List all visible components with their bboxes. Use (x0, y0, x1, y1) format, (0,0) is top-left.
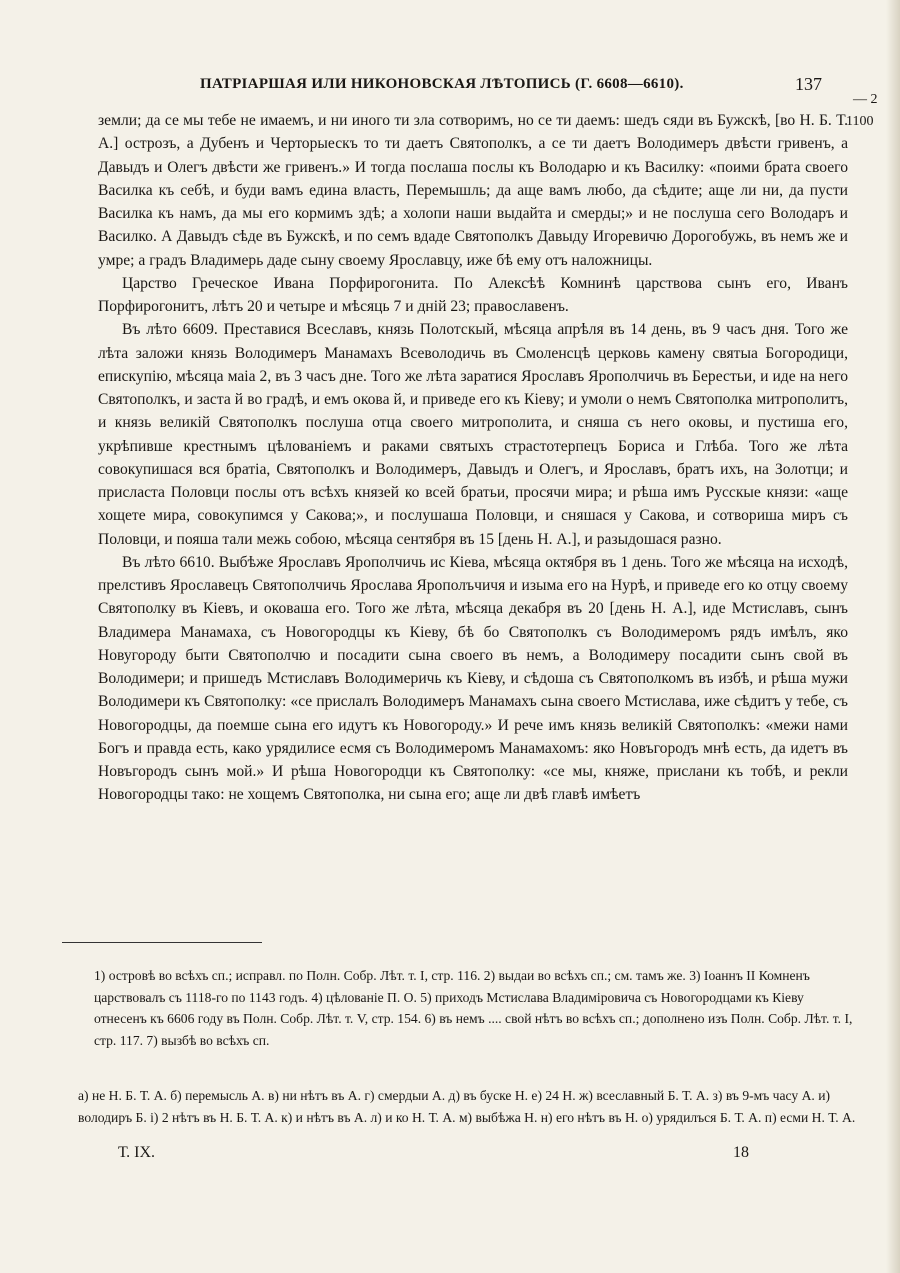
textual-variants: а) не Н. Б. Т. А. б) перемысль А. в) ни нѣтъ въ А. г) смердыи А. д) въ буске Н. е) 24 Н. ж) всеславный Б. Т. А. з) въ 9-мъ часу А. и) володиръ Б. і) 2 нѣтъ въ Н. Б. Т. А. к) и нѣтъ въ А. л) и ко Н. Т. А. м) выбѣжа Н. н) его нѣтъ въ Н. о) урядилъся Б. Т. А. п) есми Н. Т. А. (78, 1088, 856, 1125)
paragraph: Царство Греческое Ивана Порфирогонита. По Алексѣѣ Комнинѣ царствова сынъ его, Иванъ Порфирогонитъ, лѣтъ 20 и четыре и мѣсяць 7 и дній 23; православенъ. (98, 274, 848, 315)
volume-number: Т. IX. (118, 1144, 156, 1161)
running-header (100, 76, 850, 100)
footnote-divider (62, 942, 262, 943)
footnote-block: 1) островѣ во всѣхъ сп.; исправл. по Полн. Собр. Лѣт. т. I, стр. 116. 2) выдаи во всѣхъ сп.; см. тамъ же. 3) Іоаннъ II Комненъ царствовалъ съ 1118-го по 1143 годъ. 4) цѣлованіе П. О. 5) приходъ Мстислава Владиміровича съ Новогородцами къ Кіеву отнесенъ къ 6606 году въ Полн. Собр. Лѣт. т. V, стр. 154. 6) въ немъ .... свой нѣтъ во всѣхъ сп.; дополнено изъ Полн. Собр. Лѣт. т. I, стр. 117. 7) вызбѣ во всѣхъ сп. (94, 968, 853, 1048)
paragraph: земли; да се мы тебе не имаемъ, и ни иного ти зла сотворимъ, но се ти даемъ: шедъ сяди въ Бужскѣ, [во Н. Б. Т. А.] острозъ, а Дубенъ и Черторыескъ то ти даетъ Святополкъ, а се ти даетъ Володимеръ двѣсти гривенъ, а Давыдъ и Олегъ двѣсти же гривенъ.» И тогда послаша послы къ Володарю и къ Василку: «поими брата своего Василка къ себѣ, и буди вамъ едина власть, Перемышль; да аще вамъ любо, да сѣдите; аще ли ни, да пусти Василка къ намъ, да мы его кормимъ здѣ; а холопи наши выдайта и смерды;» и не послуша сего Володаръ и Василко. А Давыдъ сѣде въ Бужскѣ, и по семъ вдаде Святополкъ Давыду Игоревичю Дорогобужь, въ немъ же и умре; а градъ Владимерь даде сыну своему Ярославцу, иже бѣ ему отъ наложницы. (98, 112, 848, 269)
paragraph: Въ лѣто 6609. Преставися Всеславъ, князь Полотскый, мѣсяца апрѣля въ 14 день, въ 9 часъ дня. Того же лѣта заложи князь Володимеръ Манамахъ Всеволодичь въ Смоленсцѣ церковь камену святыа Богородици, епискупію, мѣсяца маіа 2, въ 3 часъ дне. Того же лѣта заратися Ярославъ Ярополчичь въ Берестьи, и иде на него Святополкъ, и заста й во градѣ, и емъ окова й, и приведе его къ Кіеву; и умоли о немъ Святополка митрополитъ, и князь великій Святополкъ послуша отца своего митрополита, и сняша съ него оковы, и пустиша его, укрѣпивше крестнымъ цѣлованіемъ и раками святыхъ страстотерпецъ Бориса и Глѣба. Того же лѣта совокупишася вся братіа, Святополкъ и Володимеръ, Давыдъ и Олегъ, и Ярославъ, братъ ихъ, на Золотци; и присласта Половци послы отъ всѣхъ князей ко всей братьи, просячи мира; и рѣша имъ Русскые князи: «аще хощете мира, совокупимся у Сакова;», и послушаша Половци, и сняшася у Сакова, и сотвориша миръ съ Половци, и пояша тали межь собою, мѣсяца сентября въ 15 [день Н. А.], и разыдошася разно. (98, 321, 848, 548)
page-edge-shadow (886, 0, 900, 1273)
page-number: 137 (795, 74, 822, 94)
signature-mark: 18 (733, 1144, 749, 1161)
margin-range-note: — 2 (853, 92, 878, 107)
page-title: ПАТРІАРШАЯ ИЛИ НИКОНОВСКАЯ ЛѢТОПИСЬ (Г. 6608—6610). (200, 76, 684, 92)
page-footer (118, 1144, 820, 1166)
footnotes (94, 965, 854, 1051)
paragraph: Въ лѣто 6610. Выбѣже Ярославъ Ярополчичь ис Кіева, мѣсяца октября въ 1 день. Того же мѣсяца на исходѣ, прелстивъ Ярославецъ Святополчичь Ярослава Ярополъчичя и изыма его на Нурѣ, и приведе его ко отцу своему Святополку въ Кіевъ, и оковаша его. Того же лѣта, мѣсяца декабря въ 20 [день Н. А.], иде Мстиславъ, сынъ Владимера Манамаха, съ Новогородцы къ Кіеву, бѣ бо Святополкъ съ Володимеромъ рядъ имѣлъ, яко Новугороду быти Святополчю и посадити сына своего въ немъ, а Володимеру посадити сынъ свой въ Володимери; и пришедъ Мстиславъ Володимеричь къ Кіеву, и сѣдоша съ Святополкомъ въ избѣ, и рѣша мужи Володимери къ Святополку: «се прислалъ Володимеръ Манамахъ сына своего Мстислава, иже сѣдитъ у тебе, съ Новогородцы, да поемше сына его идутъ къ Новогороду.» И рече имъ князь великій Святополкъ: «межи нами Богъ и правда есть, како урядилисе есмя съ Володимеромъ Манамахомъ: яко Новъгородъ мнѣ есть, да идетъ въ Новъгородъ сынъ мой.» И рѣша Новогородци къ Святополку: «се мы, княже, прислани къ тобѣ, и рекли Новогородцы тако: не хощемъ Святополка, ни сына его; аще ли двѣ главѣ имѣетъ (98, 553, 848, 804)
chronicle-text (98, 109, 848, 807)
margin-year-note: 1100 (846, 114, 874, 129)
